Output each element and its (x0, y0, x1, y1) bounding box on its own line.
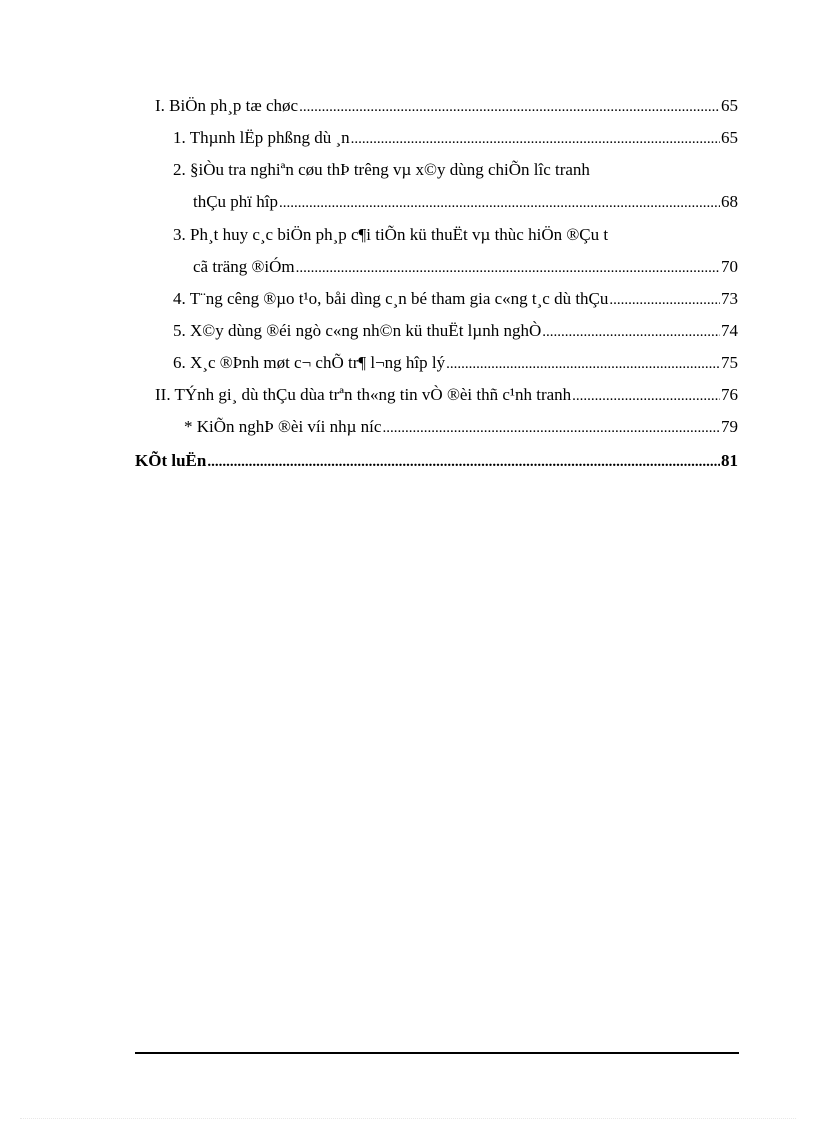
toc-entry-text: KÕt luËn (135, 451, 207, 470)
toc-entry (155, 384, 738, 407)
toc-leader (542, 320, 720, 343)
toc-page-number: 79 (721, 417, 738, 436)
page-bottom-border (20, 1118, 796, 1119)
toc-entry (193, 191, 738, 214)
toc-entry-text: 2. §iÒu tra nghiªn cøu thÞ trêng vµ x©y dùng chiÕn lîc tranh (173, 160, 590, 179)
toc-entry-text: 6. X¸c ®Þnh møt c¬ chÕ tr¶ l¬ng hîp lý (173, 353, 446, 372)
toc-page-number: 74 (721, 321, 738, 340)
toc-entry-text: cã träng ®iÓm (193, 257, 295, 276)
toc-leader (609, 288, 720, 311)
toc-entry-text: 1. Thµnh lËp phßng dù ¸n (173, 128, 350, 147)
toc-entry (173, 127, 738, 150)
toc-page-number: 70 (721, 257, 738, 276)
toc-entry (193, 256, 738, 279)
toc-entry-conclusion (135, 450, 738, 473)
toc-page-number: 81 (721, 451, 738, 470)
toc-entry-text: 3. Ph¸t huy c¸c biÖn ph¸p c¶i tiÕn kü thuËt vµ thùc hiÖn ®Çu t (173, 225, 609, 244)
toc-page-number: 68 (721, 192, 738, 211)
toc-page-number: 75 (721, 353, 738, 372)
toc-entry (184, 416, 738, 439)
toc-leader (446, 352, 720, 375)
toc-entry (173, 320, 738, 343)
toc-entry (155, 95, 738, 118)
toc-entry (173, 288, 738, 311)
toc-page-number: 65 (721, 128, 738, 147)
toc-leader (279, 191, 720, 214)
toc-leader (572, 384, 720, 407)
toc-leader (382, 416, 720, 439)
toc-entry-text: 4. T¨ng cêng ®µo t¹o, båi dìng c¸n bé tham gia c«ng t¸c dù thÇu (173, 289, 609, 308)
toc-leader (296, 256, 720, 279)
toc-entry-text: II. TÝnh gi¸ dù thÇu dùa trªn th«ng tin vÒ ®èi thñ c¹nh tranh (155, 385, 572, 404)
toc-page-number: 65 (721, 96, 738, 115)
toc-entry-text: * KiÕn nghÞ ®èi víi nhµ níc (184, 417, 382, 436)
toc-entry-text: thÇu phï hîp (193, 192, 279, 211)
toc-page-number: 76 (721, 385, 738, 404)
toc-entry (173, 352, 738, 375)
toc-page-number: 73 (721, 289, 738, 308)
toc-entry-text: 5. X©y dùng ®éi ngò c«ng nh©n kü thuËt lµnh nghÒ (173, 321, 542, 340)
footer-rule (135, 1052, 739, 1054)
toc-leader (299, 95, 720, 118)
toc-leader (207, 450, 720, 473)
toc-leader (351, 127, 720, 150)
toc-entry-text: I. BiÖn ph¸p tæ chøc (155, 96, 299, 115)
